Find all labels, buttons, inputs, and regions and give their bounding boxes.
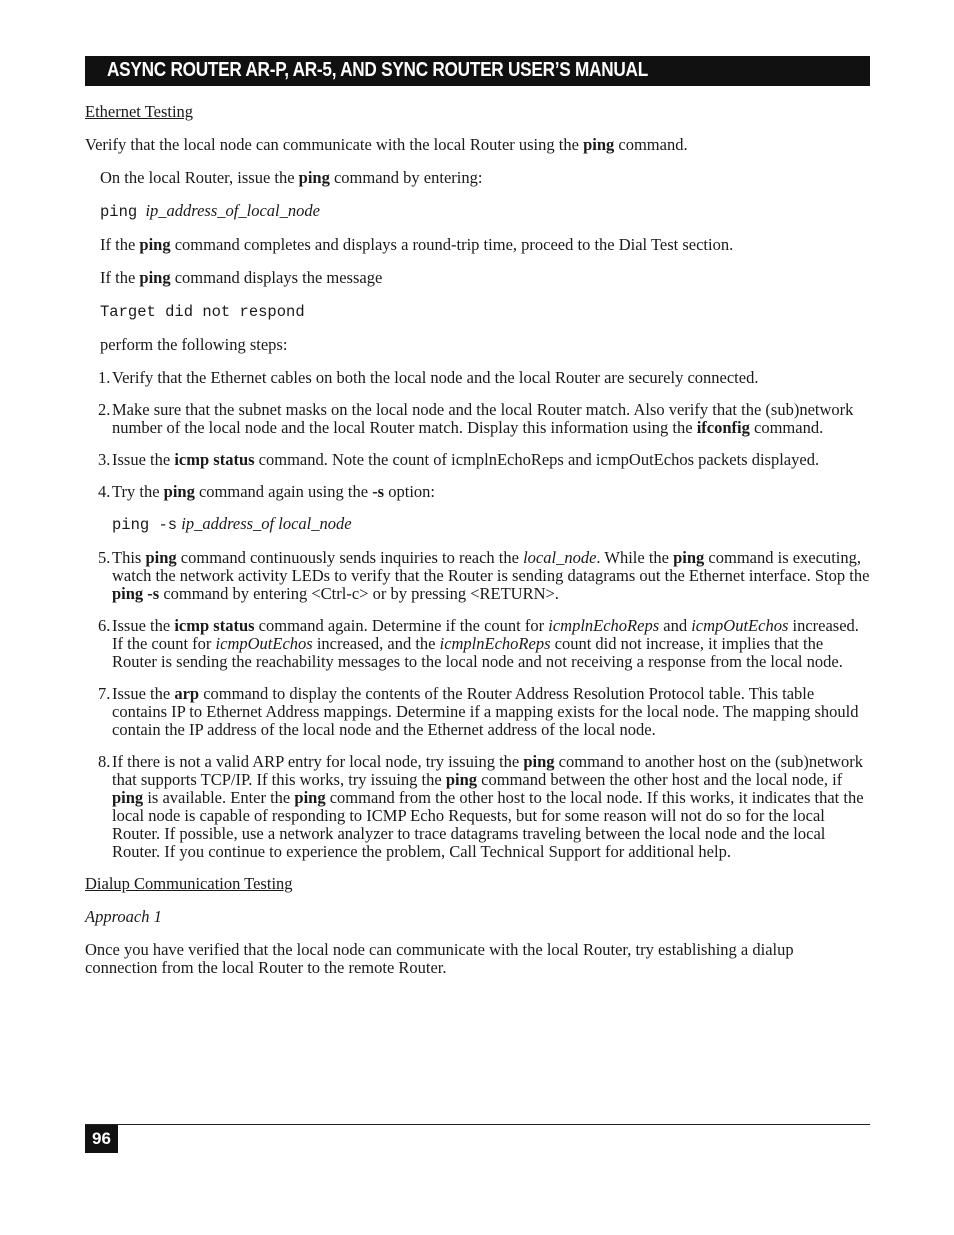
step-6: 6. Issue the icmp status command again. Determine if the count for icmplnEchoReps and icmpOutEchos increased. If the count for icmpOutEchos increased, and the icmplnEchoReps count did not increase, it implies that the Router is sending the reachability messages to the local node and not receiving a response from the local node.: [98, 616, 859, 671]
step-7: 7. Issue the arp command to display the contents of the Router Address Resolution Protocol table. This table contains IP to Ethernet Address mappings. Determine if a mapping exists for the local node. The mapping should contain the IP address of the local node and the Ethernet address of the local node.: [98, 684, 859, 739]
header-bar: [85, 56, 870, 86]
step-5: 5. This ping command continuously sends inquiries to reach the local_node. While the ping command is executing, watch the network activity LEDs to verify that the Router is sending datagrams out the Ethernet interface. Stop the ping -s command by entering <Ctrl-c> or by pressing <RETURN>.: [98, 548, 870, 603]
intro-paragraph: Verify that the local node can communicate with the local Router using the ping command.: [85, 135, 688, 154]
page-number: 96: [85, 1125, 118, 1153]
step-4: 4. Try the ping command again using the -s option:: [98, 482, 435, 501]
step-8: 8. If there is not a valid ARP entry for local node, try issuing the ping command to another host on the (sub)network that supports TCP/IP. If this works, try issuing the ping command between the other host and the local node, if ping is available. Enter the ping command from the other host to the local node. If this works, it indicates that the local node is capable of responding to ICMP Echo Requests, but for some reason will not do so for the local Router. If possible, use a network analyzer to trace datagrams traveling between the local node and the local Router. If you continue to experience the problem, Call Technical Support for additional help.: [98, 752, 864, 861]
section-heading-dialup: Dialup Communication Testing: [85, 874, 293, 893]
steps-intro: perform the following steps:: [100, 335, 288, 354]
issue-paragraph: On the local Router, issue the ping command by entering:: [100, 168, 483, 187]
step-1: 1. Verify that the Ethernet cables on both the local node and the local Router are securely connected.: [98, 368, 759, 387]
page-content: [85, 103, 870, 992]
target-message-code: Target did not respond: [100, 303, 305, 321]
approach-heading: Approach 1: [85, 907, 162, 926]
ping-command-line: ping ip_address_of_local_node: [100, 201, 320, 221]
footer-rule: [85, 1124, 870, 1125]
header-title: ASYNC ROUTER AR-P, AR-5, AND SYNC ROUTER USER’S MANUAL: [107, 59, 648, 81]
section-heading-ethernet: Ethernet Testing: [85, 102, 194, 121]
ping-message-paragraph: If the ping command displays the message: [100, 268, 383, 287]
step-2: 2. Make sure that the subnet masks on the local node and the local Router match. Also verify that the (sub)network number of the local node and the local Router match. Display this information using the ifconfig command.: [98, 400, 854, 437]
dialup-paragraph: Once you have verified that the local node can communicate with the local Router, try establishing a dialup connection from the local Router to the remote Router.: [85, 940, 794, 977]
step-4-command-line: ping -s ip_address_of local_node: [112, 514, 352, 534]
ping-success-paragraph: If the ping command completes and displays a round-trip time, proceed to the Dial Test section.: [100, 235, 734, 254]
step-3: 3. Issue the icmp status command. Note the count of icmplnEchoReps and icmpOutEchos packets displayed.: [98, 450, 820, 469]
